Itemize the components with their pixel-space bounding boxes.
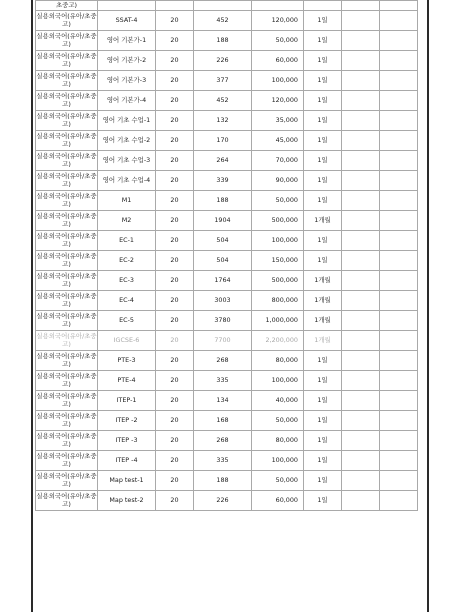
category-cell: 실용외국어(유아/초중고) (36, 211, 98, 231)
category-cell: 초중고) (36, 1, 98, 11)
capacity-cell: 20 (156, 491, 194, 511)
capacity-cell: 20 (156, 11, 194, 31)
category-cell: 실용외국어(유아/초중고) (36, 251, 98, 271)
table-row-fragment (36, 1, 418, 11)
table-row (36, 51, 418, 71)
capacity-cell: 20 (156, 251, 194, 271)
course-name-cell: SSAT-4 (98, 11, 156, 31)
empty-cell (342, 91, 380, 111)
course-name-cell: 영어 기초 수업-4 (98, 171, 156, 191)
period-cell: 1일 (304, 471, 342, 491)
table-row (36, 331, 418, 351)
fee-cell: 80,000 (252, 351, 304, 371)
empty-cell (156, 1, 194, 11)
empty-cell (342, 71, 380, 91)
table-row (36, 211, 418, 231)
hours-cell: 3780 (194, 311, 252, 331)
course-name-cell: EC-4 (98, 291, 156, 311)
fee-cell: 500,000 (252, 211, 304, 231)
course-name-cell: EC-2 (98, 251, 156, 271)
empty-cell (380, 291, 418, 311)
category-cell: 실용외국어(유아/초중고) (36, 371, 98, 391)
period-cell: 1일 (304, 71, 342, 91)
fee-cell: 100,000 (252, 231, 304, 251)
empty-cell (342, 491, 380, 511)
table-row (36, 371, 418, 391)
period-cell: 1개월 (304, 271, 342, 291)
course-name-cell: EC-3 (98, 271, 156, 291)
empty-cell (342, 151, 380, 171)
capacity-cell: 20 (156, 351, 194, 371)
table-row (36, 91, 418, 111)
category-cell: 실용외국어(유아/초중고) (36, 151, 98, 171)
hours-cell: 339 (194, 171, 252, 191)
course-name-cell: Map test-1 (98, 471, 156, 491)
capacity-cell: 20 (156, 211, 194, 231)
period-cell: 1일 (304, 371, 342, 391)
hours-cell: 268 (194, 351, 252, 371)
fee-cell: 50,000 (252, 471, 304, 491)
course-name-cell: ITEP -3 (98, 431, 156, 451)
capacity-cell: 20 (156, 391, 194, 411)
empty-cell (342, 391, 380, 411)
empty-cell (380, 451, 418, 471)
fee-cell: 1,000,000 (252, 311, 304, 331)
hours-cell: 1904 (194, 211, 252, 231)
hours-cell: 132 (194, 111, 252, 131)
fee-cell: 50,000 (252, 31, 304, 51)
capacity-cell: 20 (156, 471, 194, 491)
period-cell: 1일 (304, 31, 342, 51)
hours-cell: 335 (194, 451, 252, 471)
category-cell: 실용외국어(유아/초중고) (36, 191, 98, 211)
table-row (36, 351, 418, 371)
empty-cell (342, 251, 380, 271)
table-row (36, 151, 418, 171)
table-row (36, 491, 418, 511)
hours-cell: 188 (194, 471, 252, 491)
hours-cell: 134 (194, 391, 252, 411)
capacity-cell: 20 (156, 31, 194, 51)
category-cell: 실용외국어(유아/초중고) (36, 411, 98, 431)
empty-cell (252, 1, 304, 11)
empty-cell (380, 271, 418, 291)
empty-cell (342, 131, 380, 151)
period-cell: 1일 (304, 131, 342, 151)
empty-cell (342, 1, 380, 11)
table-body (36, 1, 418, 511)
table-row (36, 131, 418, 151)
fee-cell: 120,000 (252, 11, 304, 31)
capacity-cell: 20 (156, 191, 194, 211)
empty-cell (380, 71, 418, 91)
course-name-cell: ITEP-1 (98, 391, 156, 411)
fee-cell: 60,000 (252, 51, 304, 71)
empty-cell (380, 191, 418, 211)
course-name-cell: ITEP -4 (98, 451, 156, 471)
course-name-cell: EC-5 (98, 311, 156, 331)
category-cell: 실용외국어(유아/초중고) (36, 431, 98, 451)
fee-cell: 50,000 (252, 191, 304, 211)
empty-cell (342, 111, 380, 131)
course-name-cell: 영어 기본가-2 (98, 51, 156, 71)
capacity-cell: 20 (156, 451, 194, 471)
empty-cell (342, 311, 380, 331)
category-cell: 실용외국어(유아/초중고) (36, 491, 98, 511)
period-cell: 1개월 (304, 311, 342, 331)
empty-cell (380, 51, 418, 71)
category-cell: 실용외국어(유아/초중고) (36, 331, 98, 351)
table-row (36, 171, 418, 191)
category-cell: 실용외국어(유아/초중고) (36, 471, 98, 491)
category-cell: 실용외국어(유아/초중고) (36, 11, 98, 31)
category-cell: 실용외국어(유아/초중고) (36, 291, 98, 311)
period-cell: 1일 (304, 171, 342, 191)
category-cell: 실용외국어(유아/초중고) (36, 131, 98, 151)
category-cell: 실용외국어(유아/초중고) (36, 351, 98, 371)
fee-cell: 500,000 (252, 271, 304, 291)
table-row (36, 451, 418, 471)
hours-cell: 504 (194, 251, 252, 271)
hours-cell: 264 (194, 151, 252, 171)
table-row (36, 271, 418, 291)
table-row (36, 31, 418, 51)
period-cell: 1일 (304, 391, 342, 411)
fee-cell: 35,000 (252, 111, 304, 131)
empty-cell (342, 291, 380, 311)
capacity-cell: 20 (156, 131, 194, 151)
fee-cell: 90,000 (252, 171, 304, 191)
hours-cell: 168 (194, 411, 252, 431)
fee-cell: 60,000 (252, 491, 304, 511)
period-cell: 1일 (304, 251, 342, 271)
course-name-cell: M2 (98, 211, 156, 231)
period-cell: 1일 (304, 51, 342, 71)
course-name-cell: 영어 기초 수업-3 (98, 151, 156, 171)
empty-cell (98, 1, 156, 11)
empty-cell (380, 371, 418, 391)
empty-cell (380, 151, 418, 171)
hours-cell: 268 (194, 431, 252, 451)
empty-cell (342, 171, 380, 191)
hours-cell: 188 (194, 31, 252, 51)
course-fee-table (35, 0, 418, 511)
table-row (36, 11, 418, 31)
category-cell: 실용외국어(유아/초중고) (36, 71, 98, 91)
capacity-cell: 20 (156, 171, 194, 191)
period-cell: 1일 (304, 151, 342, 171)
period-cell: 1일 (304, 451, 342, 471)
course-name-cell: Map test-2 (98, 491, 156, 511)
capacity-cell: 20 (156, 71, 194, 91)
period-cell: 1일 (304, 231, 342, 251)
capacity-cell: 20 (156, 291, 194, 311)
fee-cell: 800,000 (252, 291, 304, 311)
empty-cell (380, 231, 418, 251)
empty-cell (194, 1, 252, 11)
left-border-bar (31, 0, 33, 612)
hours-cell: 335 (194, 371, 252, 391)
period-cell: 1일 (304, 491, 342, 511)
hours-cell: 377 (194, 71, 252, 91)
course-name-cell: EC-1 (98, 231, 156, 251)
hours-cell: 504 (194, 231, 252, 251)
right-border-bar (427, 0, 429, 612)
empty-cell (380, 311, 418, 331)
period-cell: 1일 (304, 431, 342, 451)
category-cell: 실용외국어(유아/초중고) (36, 91, 98, 111)
empty-cell (342, 31, 380, 51)
fee-cell: 2,200,000 (252, 331, 304, 351)
category-cell: 실용외국어(유아/초중고) (36, 271, 98, 291)
capacity-cell: 20 (156, 51, 194, 71)
category-cell: 실용외국어(유아/초중고) (36, 51, 98, 71)
period-cell: 1일 (304, 91, 342, 111)
empty-cell (342, 451, 380, 471)
course-name-cell: IGCSE-6 (98, 331, 156, 351)
table-row (36, 71, 418, 91)
fee-cell: 120,000 (252, 91, 304, 111)
category-cell: 실용외국어(유아/초중고) (36, 171, 98, 191)
course-name-cell: 영어 기본가-4 (98, 91, 156, 111)
fee-cell: 80,000 (252, 431, 304, 451)
empty-cell (304, 1, 342, 11)
hours-cell: 3003 (194, 291, 252, 311)
empty-cell (342, 271, 380, 291)
table-row (36, 311, 418, 331)
course-name-cell: 영어 기초 수업-2 (98, 131, 156, 151)
table-row (36, 411, 418, 431)
hours-cell: 226 (194, 491, 252, 511)
empty-cell (380, 1, 418, 11)
empty-cell (380, 111, 418, 131)
empty-cell (342, 471, 380, 491)
period-cell: 1개월 (304, 331, 342, 351)
category-cell: 실용외국어(유아/초중고) (36, 391, 98, 411)
course-name-cell: PTE-4 (98, 371, 156, 391)
period-cell: 1일 (304, 351, 342, 371)
hours-cell: 226 (194, 51, 252, 71)
empty-cell (342, 11, 380, 31)
category-cell: 실용외국어(유아/초중고) (36, 231, 98, 251)
table-row (36, 391, 418, 411)
empty-cell (380, 331, 418, 351)
course-name-cell: PTE-3 (98, 351, 156, 371)
empty-cell (342, 431, 380, 451)
fee-cell: 70,000 (252, 151, 304, 171)
table-row (36, 231, 418, 251)
empty-cell (380, 351, 418, 371)
capacity-cell: 20 (156, 271, 194, 291)
hours-cell: 452 (194, 11, 252, 31)
period-cell: 1일 (304, 191, 342, 211)
capacity-cell: 20 (156, 331, 194, 351)
capacity-cell: 20 (156, 371, 194, 391)
period-cell: 1개월 (304, 291, 342, 311)
table-row (36, 291, 418, 311)
period-cell: 1일 (304, 11, 342, 31)
empty-cell (380, 11, 418, 31)
fee-cell: 40,000 (252, 391, 304, 411)
empty-cell (380, 411, 418, 431)
fee-cell: 100,000 (252, 71, 304, 91)
empty-cell (342, 371, 380, 391)
capacity-cell: 20 (156, 91, 194, 111)
capacity-cell: 20 (156, 431, 194, 451)
category-cell: 실용외국어(유아/초중고) (36, 111, 98, 131)
empty-cell (342, 351, 380, 371)
document-frame (31, 0, 429, 612)
fee-cell: 100,000 (252, 451, 304, 471)
hours-cell: 7700 (194, 331, 252, 351)
hours-cell: 188 (194, 191, 252, 211)
empty-cell (342, 51, 380, 71)
empty-cell (342, 411, 380, 431)
capacity-cell: 20 (156, 111, 194, 131)
period-cell: 1일 (304, 411, 342, 431)
empty-cell (380, 171, 418, 191)
empty-cell (342, 211, 380, 231)
empty-cell (380, 211, 418, 231)
empty-cell (380, 431, 418, 451)
period-cell: 1개월 (304, 211, 342, 231)
fee-cell: 50,000 (252, 411, 304, 431)
table-row (36, 191, 418, 211)
course-name-cell: M1 (98, 191, 156, 211)
fee-cell: 150,000 (252, 251, 304, 271)
empty-cell (342, 331, 380, 351)
empty-cell (380, 391, 418, 411)
hours-cell: 1764 (194, 271, 252, 291)
capacity-cell: 20 (156, 231, 194, 251)
period-cell: 1일 (304, 111, 342, 131)
capacity-cell: 20 (156, 151, 194, 171)
hours-cell: 452 (194, 91, 252, 111)
table-row (36, 431, 418, 451)
capacity-cell: 20 (156, 311, 194, 331)
empty-cell (342, 191, 380, 211)
category-cell: 실용외국어(유아/초중고) (36, 311, 98, 331)
table-row (36, 251, 418, 271)
course-name-cell: 영어 기초 수업-1 (98, 111, 156, 131)
empty-cell (342, 231, 380, 251)
table-row (36, 471, 418, 491)
fee-cell: 45,000 (252, 131, 304, 151)
capacity-cell: 20 (156, 411, 194, 431)
fee-cell: 100,000 (252, 371, 304, 391)
table-row (36, 111, 418, 131)
course-name-cell: 영어 기본가-3 (98, 71, 156, 91)
category-cell: 실용외국어(유아/초중고) (36, 451, 98, 471)
course-name-cell: 영어 기본가-1 (98, 31, 156, 51)
empty-cell (380, 471, 418, 491)
empty-cell (380, 91, 418, 111)
empty-cell (380, 251, 418, 271)
course-name-cell: ITEP -2 (98, 411, 156, 431)
empty-cell (380, 31, 418, 51)
empty-cell (380, 491, 418, 511)
category-cell: 실용외국어(유아/초중고) (36, 31, 98, 51)
hours-cell: 170 (194, 131, 252, 151)
empty-cell (380, 131, 418, 151)
